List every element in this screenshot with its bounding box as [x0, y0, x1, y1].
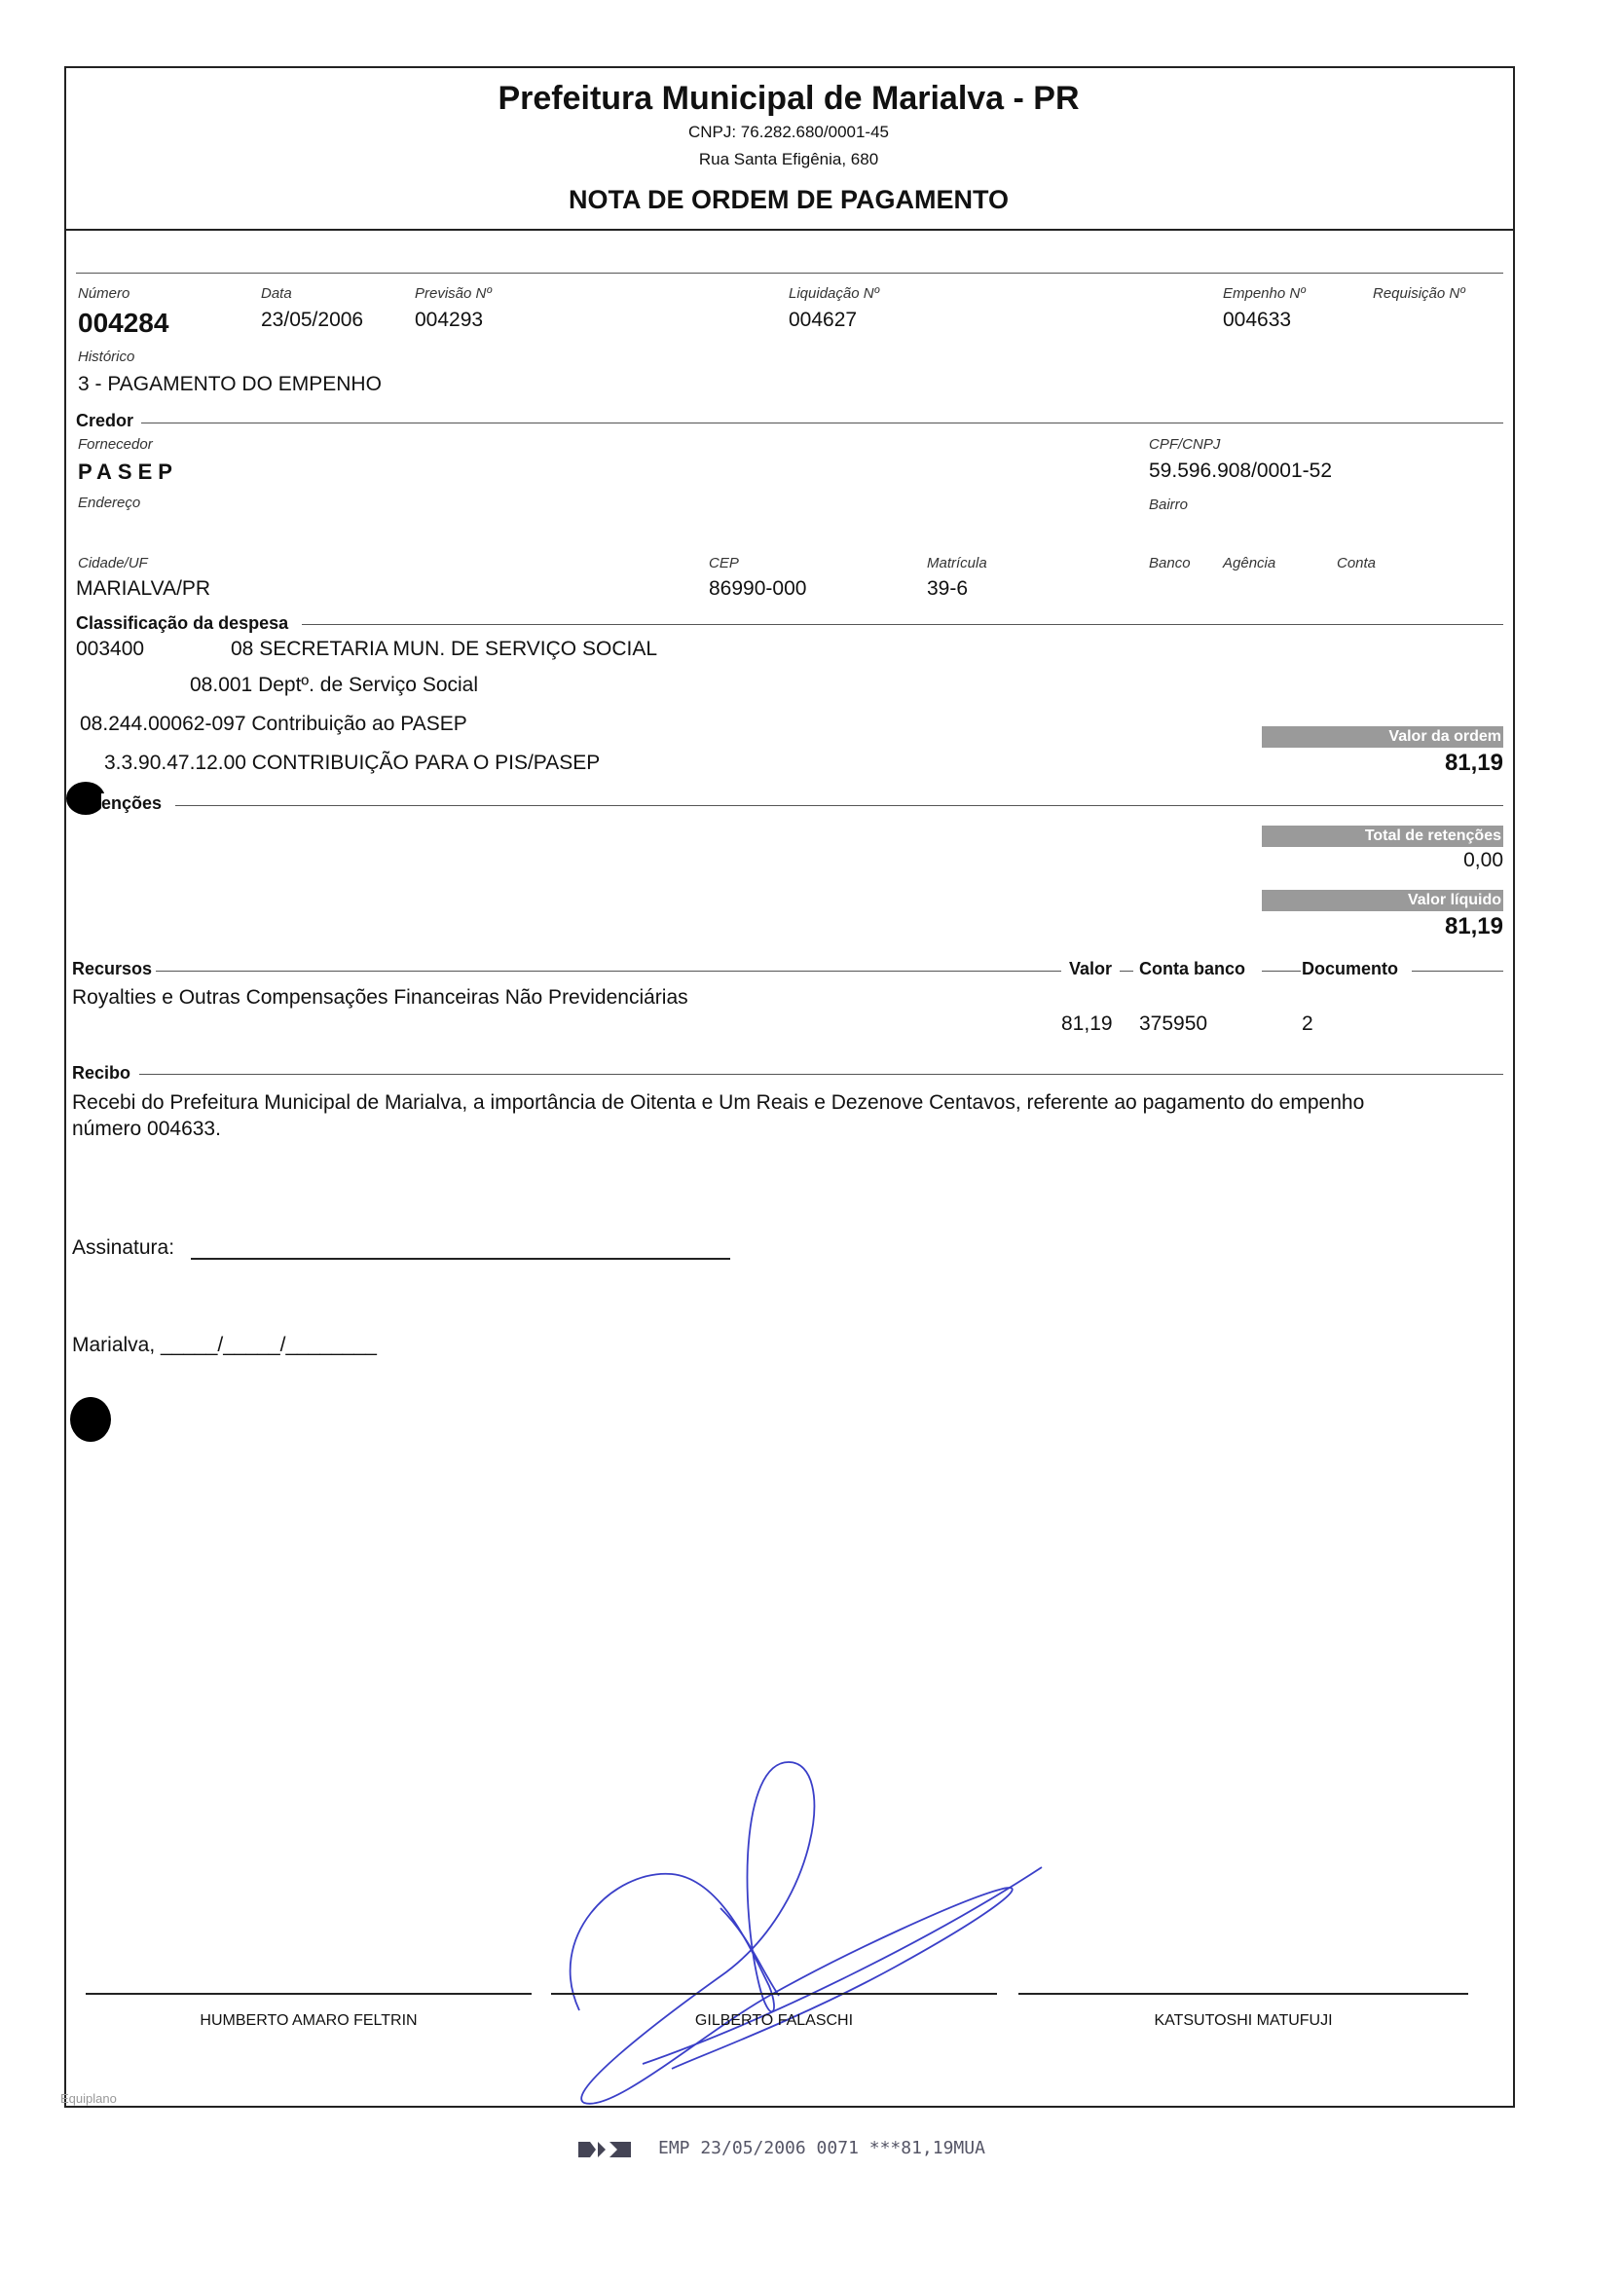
valor-liquido-label-bar — [1262, 890, 1503, 911]
print-stamp: EMP 23/05/2006 0071 ***81,19MUA — [658, 2138, 985, 2158]
header-divider — [64, 229, 1515, 231]
classificacao-rule — [302, 624, 1503, 625]
classificacao-line4: 3.3.90.47.12.00 CONTRIBUIÇÃO PARA O PIS/PASEP — [104, 752, 601, 774]
recibo-section-title: Recibo — [72, 1063, 136, 1084]
signatory-2-name: GILBERTO FALASCHI — [694, 2012, 854, 2029]
credor-section-title: Credor — [76, 411, 139, 431]
empenho-label: Empenho Nº — [1223, 285, 1306, 302]
document-title: NOTA DE ORDEM DE PAGAMENTO — [568, 185, 1009, 214]
endereco-label: Endereço — [78, 495, 141, 511]
cpf-value: 59.596.908/0001-52 — [1149, 460, 1333, 482]
punch-hole-mark — [66, 782, 105, 815]
numero-value: 004284 — [78, 308, 169, 338]
cidade-label: Cidade/UF — [78, 555, 148, 571]
liquidacao-value: 004627 — [789, 309, 858, 331]
recursos-documento: 2 — [1302, 1012, 1313, 1035]
historico-label: Histórico — [78, 349, 135, 365]
bank-logo-icon — [576, 2138, 633, 2161]
assinatura-line — [191, 1258, 730, 1260]
previsao-label: Previsão Nº — [415, 285, 492, 302]
bairro-label: Bairro — [1149, 497, 1189, 513]
recibo-text-line1: Recebi do Prefeitura Municipal de Marialva, a importância de Oitenta e Um Reais e Dezenove Centavos, referente ao pagamento do empenho — [72, 1091, 1365, 1114]
handwritten-signature — [526, 1743, 1071, 2113]
punch-hole-mark-2 — [70, 1397, 111, 1442]
recursos-rule-mid2 — [1262, 971, 1301, 972]
valor-liquido-value: 81,19 — [1444, 913, 1503, 939]
local-data-field: Marialva, _____/_____/________ — [72, 1334, 377, 1356]
data-value: 23/05/2006 — [261, 309, 364, 331]
software-footer: Equiplano — [60, 2091, 117, 2106]
recursos-conta: 375950 — [1139, 1012, 1208, 1035]
recursos-section-title: Recursos — [72, 959, 158, 979]
org-cnpj: CNPJ: 76.282.680/0001-45 — [687, 123, 890, 141]
recursos-descricao: Royalties e Outras Compensações Financeiras Não Previdenciárias — [72, 986, 688, 1009]
empenho-value: 004633 — [1223, 309, 1292, 331]
cep-label: CEP — [709, 555, 739, 571]
recursos-rule-right — [1412, 971, 1503, 972]
matricula-value: 39-6 — [927, 577, 969, 600]
data-label: Data — [261, 285, 292, 302]
valor-liquido-label: Valor líquido — [1407, 892, 1501, 908]
previsao-value: 004293 — [415, 309, 484, 331]
agencia-label: Agência — [1223, 555, 1276, 571]
total-retencoes-value: 0,00 — [1463, 849, 1503, 871]
cep-value: 86990-000 — [709, 577, 807, 600]
total-retencoes-label: Total de retenções — [1364, 828, 1501, 844]
signature-line-1 — [86, 1993, 532, 1995]
recursos-rule-left — [156, 971, 1061, 972]
fornecedor-label: Fornecedor — [78, 436, 153, 453]
liquidacao-label: Liquidação Nº — [789, 285, 880, 302]
recursos-rule-mid1 — [1120, 971, 1133, 972]
signatory-3-name: KATSUTOSHI MATUFUJI — [1154, 2012, 1333, 2029]
valor-ordem-value: 81,19 — [1444, 750, 1503, 776]
recursos-valor-label: Valor — [1069, 959, 1113, 978]
historico-value: 3 - PAGAMENTO DO EMPENHO — [78, 373, 382, 395]
conta-label: Conta — [1337, 555, 1377, 571]
classificacao-code: 003400 — [76, 638, 145, 660]
classificacao-line3: 08.244.00062-097 Contribuição ao PASEP — [80, 713, 467, 735]
cpf-label: CPF/CNPJ — [1149, 436, 1221, 453]
signature-line-2 — [551, 1993, 997, 1995]
classificacao-line1: 08 SECRETARIA MUN. DE SERVIÇO SOCIAL — [231, 638, 658, 660]
recursos-conta-label: Conta banco — [1139, 959, 1246, 978]
top-rule — [76, 273, 1503, 274]
retencoes-section-title: enções — [101, 793, 167, 814]
cidade-value: MARIALVA/PR — [76, 577, 211, 600]
matricula-label: Matrícula — [927, 555, 987, 571]
fornecedor-value: PASEP — [78, 460, 178, 484]
assinatura-label: Assinatura: — [72, 1236, 175, 1259]
requisicao-label: Requisição Nº — [1373, 285, 1465, 302]
classificacao-section-title: Classificação da despesa — [76, 613, 294, 634]
signatory-1-name: HUMBERTO AMARO FELTRIN — [200, 2012, 418, 2029]
recibo-rule — [139, 1074, 1503, 1075]
total-retencoes-label-bar — [1262, 826, 1503, 847]
retencoes-rule — [175, 805, 1503, 806]
classificacao-line2: 08.001 Deptº. de Serviço Social — [190, 674, 479, 696]
recibo-text-line2: número 004633. — [72, 1118, 221, 1140]
valor-ordem-label-bar — [1262, 726, 1503, 748]
valor-ordem-label: Valor da ordem — [1388, 728, 1501, 745]
recursos-valor: 81,19 — [1061, 1012, 1113, 1035]
org-address: Rua Santa Efigênia, 680 — [698, 150, 879, 168]
numero-label: Número — [78, 285, 130, 302]
signature-line-3 — [1018, 1993, 1468, 1995]
org-title: Prefeitura Municipal de Marialva - PR — [498, 80, 1080, 117]
banco-label: Banco — [1149, 555, 1191, 571]
recursos-documento-label: Documento — [1302, 959, 1398, 978]
